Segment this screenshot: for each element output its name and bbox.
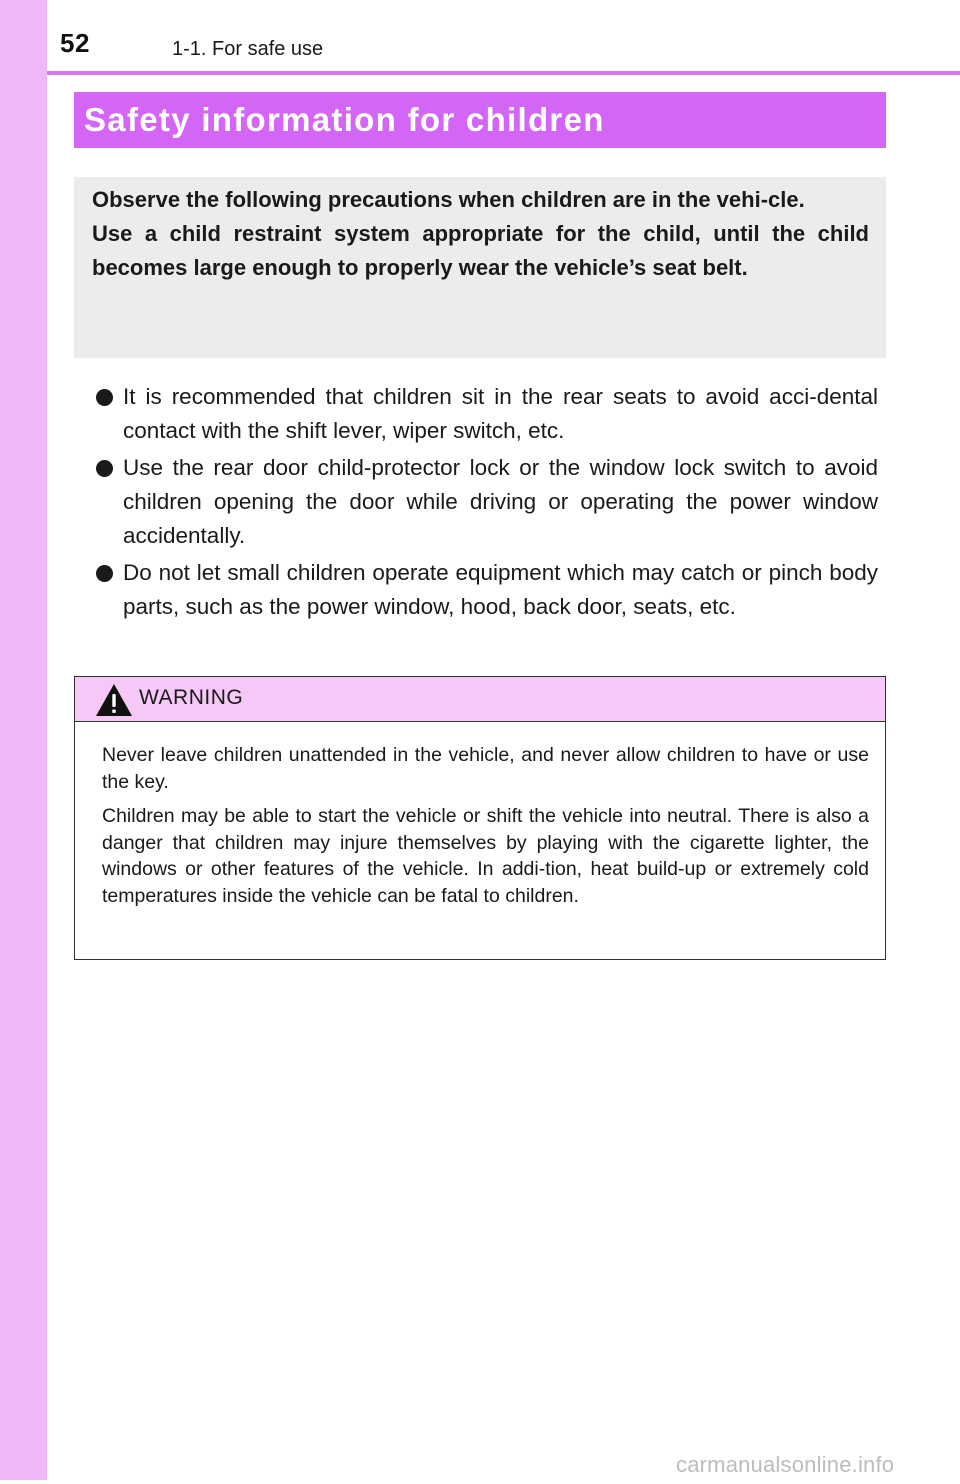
- list-item-text: Use the rear door child-protector lock or the window lock switch to avoid children opening the door while driving or operating the power window accidentally.: [123, 455, 878, 548]
- warning-box: [74, 676, 886, 960]
- list-item: [96, 451, 878, 553]
- bullet-icon: [96, 460, 113, 477]
- intro-paragraph-1: Observe the following precautions when children are in the vehi-cle.: [92, 187, 805, 212]
- precaution-list: [96, 380, 878, 627]
- intro-box: [74, 177, 886, 358]
- bullet-icon: [96, 565, 113, 582]
- list-item-text: Do not let small children operate equipment which may catch or pinch body parts, such as the power window, hood, back door, seats, etc.: [123, 560, 878, 619]
- list-item-text: It is recommended that children sit in the rear seats to avoid acci-dental contact with the shift lever, wiper switch, etc.: [123, 384, 878, 443]
- warning-header: [75, 677, 885, 722]
- warning-body: [75, 722, 885, 909]
- header-rule: [47, 71, 960, 75]
- intro-paragraph-2: Use a child restraint system appropriate for the child, until the child becomes large enough to properly wear the vehicle’s seat belt.: [92, 221, 869, 280]
- title-banner: [74, 92, 886, 148]
- list-item: [96, 380, 878, 448]
- warning-title: WARNING: [139, 686, 244, 709]
- chapter-tab-strip: [0, 0, 47, 1480]
- section-label: 1-1. For safe use: [172, 38, 324, 60]
- warning-triangle-icon: [95, 683, 133, 717]
- page-number: 52: [60, 28, 90, 58]
- watermark: carmanualsonline.info: [676, 1452, 895, 1477]
- list-item: [96, 556, 878, 624]
- warning-paragraph-2: Children may be able to start the vehicle or shift the vehicle into neutral. There is also a danger that children may injure themselves by playing with the cigarette lighter, the windows or other features of the vehicle. In addi-tion, heat build-up or extremely cold temperatures inside the vehicle can be fatal to children.: [102, 805, 869, 907]
- page-title: Safety information for children: [84, 101, 605, 138]
- warning-paragraph-1: Never leave children unattended in the vehicle, and never allow children to have or use the key.: [102, 744, 869, 793]
- bullet-icon: [96, 389, 113, 406]
